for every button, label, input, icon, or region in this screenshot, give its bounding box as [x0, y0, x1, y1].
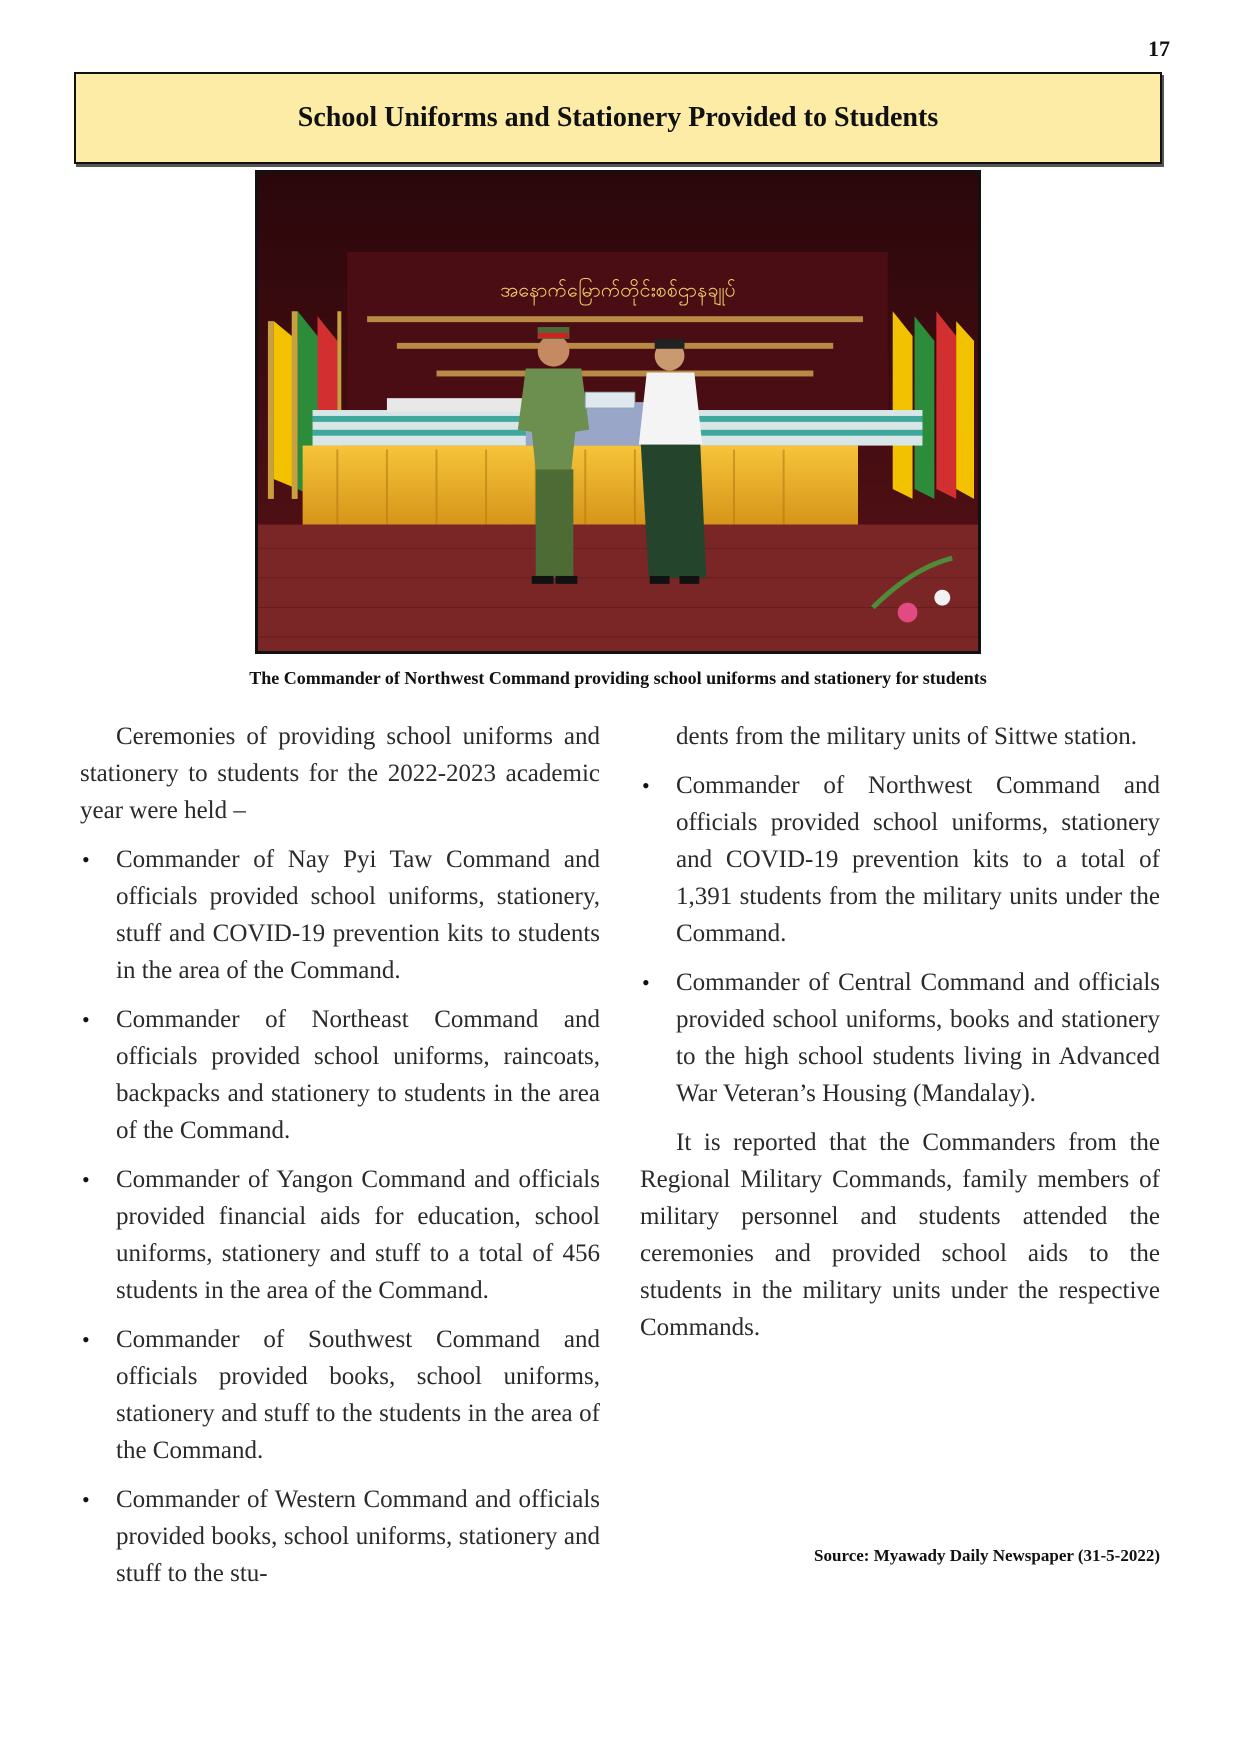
list-item: • Commander of Northeast Command and officials provided school uniforms, raincoats, backpacks and stationery to students in the area of the Command. — [80, 1001, 600, 1149]
closing-paragraph: It is reported that the Commanders from the Regional Military Commands, family members of military personnel and students attended the ceremonies and provided school aids to the students in the military units under the respective Commands. — [640, 1129, 1160, 1341]
ceremony-photo-illustration — [258, 173, 978, 651]
article-title: School Uniforms and Stationery Provided to Students — [297, 102, 939, 133]
list-item: • Commander of Southwest Command and officials provided books, school uniforms, stationery and stuff to the students in the area of the Command. — [80, 1321, 600, 1469]
left-column — [80, 718, 600, 1604]
right-column — [640, 718, 1160, 1346]
bullet-icon: • — [82, 847, 90, 872]
bullet-icon: • — [82, 1327, 90, 1352]
intro-paragraph: Ceremonies of providing school uniforms and stationery to students for the 2022-2023 academic year were held – — [80, 723, 600, 824]
bullet-icon: • — [82, 1167, 90, 1192]
banner-text: အနောက်မြောက်တိုင်းစစ်ဌာနချုပ် — [500, 278, 736, 302]
photo-caption: The Commander of Northwest Command providing school uniforms and stationery for students — [249, 668, 987, 688]
list-item: • Commander of Central Command and officials provided school uniforms, books and stationery to the high school students living in Advanced War Veteran’s Housing (Mandalay). — [640, 964, 1160, 1112]
bullet-icon: • — [82, 1007, 90, 1032]
source-citation: Source: Myawady Daily Newspaper (31-5-2022) — [814, 1546, 1160, 1565]
list-item: • Commander of Northwest Command and officials provided school uniforms, stationery and COVID-19 prevention kits to a total of 1,391 students from the military units under the Command. — [640, 767, 1160, 952]
continuation-text: dents from the military units of Sittwe station. — [676, 723, 1138, 750]
ceremony-photo — [255, 170, 981, 654]
bullet-list-left — [80, 841, 600, 1592]
list-item: • Commander of Western Command and officials provided books, school uniforms, stationery and stuff to the stu- — [80, 1481, 600, 1592]
bullet-icon: • — [642, 970, 650, 995]
bullet-icon: • — [82, 1487, 90, 1512]
title-box — [74, 72, 1162, 164]
page-number: 17 — [1148, 36, 1170, 61]
bullet-icon: • — [642, 773, 650, 798]
bullet-list-right — [640, 767, 1160, 1112]
list-item: • Commander of Nay Pyi Taw Command and officials provided school uniforms, stationery, stuff and COVID-19 prevention kits to students in the area of the Command. — [80, 841, 600, 989]
list-item: • Commander of Yangon Command and officials provided financial aids for education, school uniforms, stationery and stuff to a total of 456 students in the area of the Command. — [80, 1161, 600, 1309]
